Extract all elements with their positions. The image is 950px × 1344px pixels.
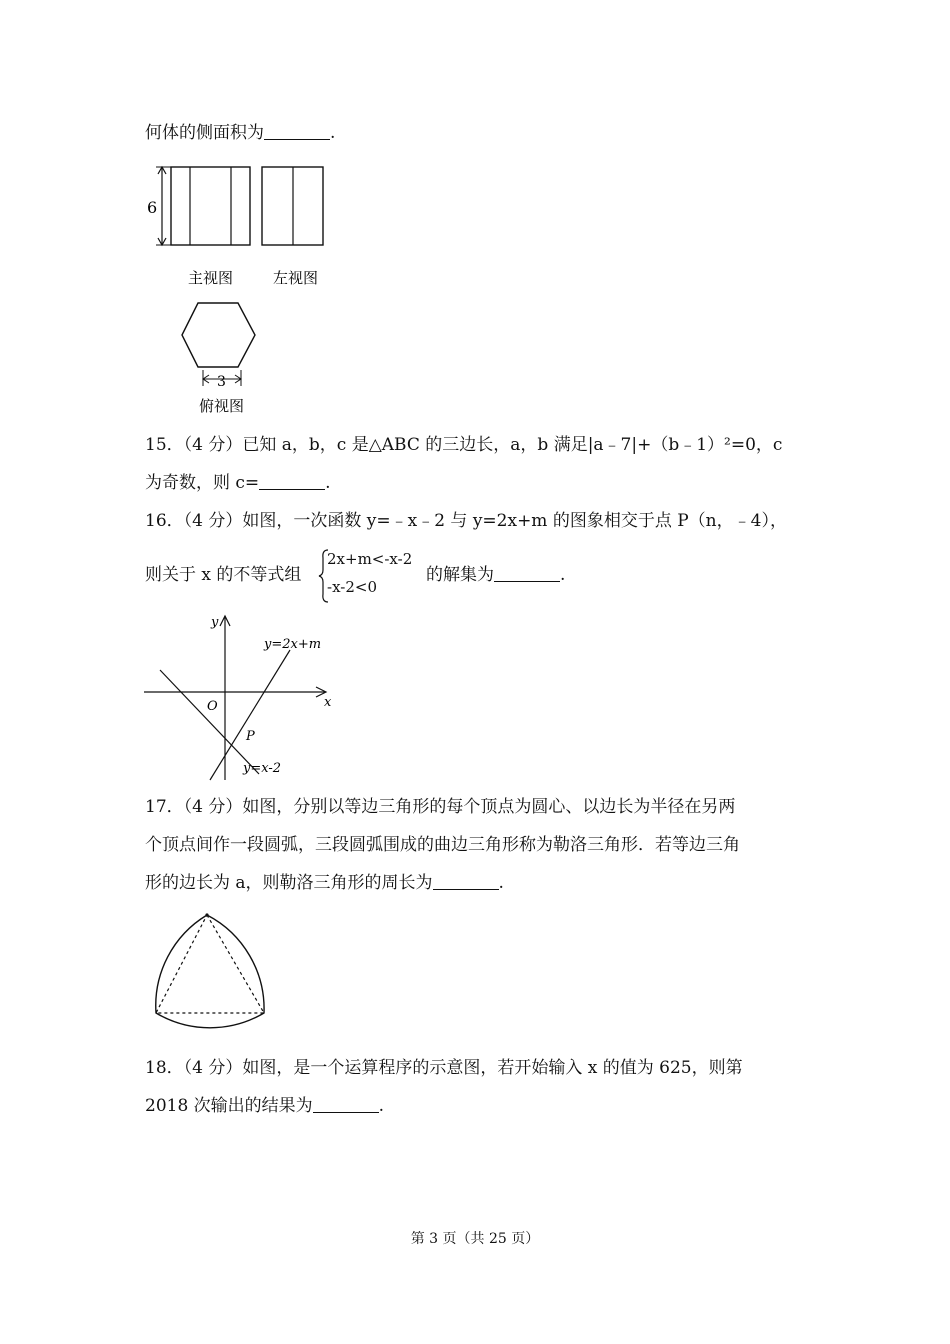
front-view-label: 主视图 bbox=[188, 269, 234, 287]
q15-line1: 15．（4 分）已知 a，b，c 是△ABC 的三边长，a，b 满足|a﹣7|+（b﹣1）²=0，c bbox=[145, 435, 783, 455]
inequality-1: 2x+m<-x-2 bbox=[327, 550, 413, 568]
q16-line2-pre: 则关于 x 的不等式组 bbox=[145, 565, 302, 585]
height-label: 6 bbox=[147, 198, 158, 217]
point-p-label: P bbox=[246, 729, 255, 744]
answer-blank bbox=[494, 565, 560, 582]
q17-line2: 个顶点间作一段圆弧，三段圆弧围成的曲边三角形称为勒洛三角形．若等边三角 bbox=[145, 835, 740, 855]
three-view-figure bbox=[140, 160, 340, 420]
q16-line1: 16．（4 分）如图，一次函数 y=﹣x﹣2 与 y=2x+m 的图象相交于点 P（n，﹣4）， bbox=[145, 511, 787, 531]
top-view-label: 俯视图 bbox=[199, 397, 245, 415]
inequality-2: -x-2<0 bbox=[327, 578, 377, 596]
line-b-label: y=x-2 bbox=[243, 761, 282, 776]
left-view-label: 左视图 bbox=[273, 269, 319, 287]
side-label: 3 bbox=[217, 374, 226, 390]
q14-text: 何体的侧面积为 . bbox=[145, 123, 336, 143]
q16-line2-post: 的解集为 . bbox=[426, 565, 566, 585]
q14-stem: 何体的侧面积为 bbox=[145, 123, 264, 143]
answer-blank bbox=[313, 1096, 379, 1113]
answer-blank bbox=[264, 123, 330, 140]
q18-line2: 2018 次输出的结果为 . bbox=[145, 1096, 385, 1116]
x-axis-label: x bbox=[324, 695, 332, 710]
inequality-system bbox=[318, 548, 428, 604]
origin-label: O bbox=[207, 699, 218, 714]
line-a-label: y=2x+m bbox=[264, 637, 322, 652]
answer-blank bbox=[433, 873, 499, 890]
answer-blank bbox=[259, 473, 325, 490]
q18-line1: 18．（4 分）如图，是一个运算程序的示意图，若开始输入 x 的值为 625，则第 bbox=[145, 1058, 743, 1078]
function-graph bbox=[140, 610, 340, 782]
q17-line1: 17．（4 分）如图，分别以等边三角形的每个顶点为圆心、以边长为半径在另两 bbox=[145, 797, 736, 817]
y-axis-label: y bbox=[211, 615, 219, 630]
reuleaux-triangle-figure bbox=[148, 910, 278, 1040]
q15-line2: 为奇数，则 c= . bbox=[145, 473, 331, 493]
q17-line3: 形的边长为 a，则勒洛三角形的周长为 . bbox=[145, 873, 504, 893]
page-footer: 第 3 页（共 25 页） bbox=[410, 1231, 540, 1247]
